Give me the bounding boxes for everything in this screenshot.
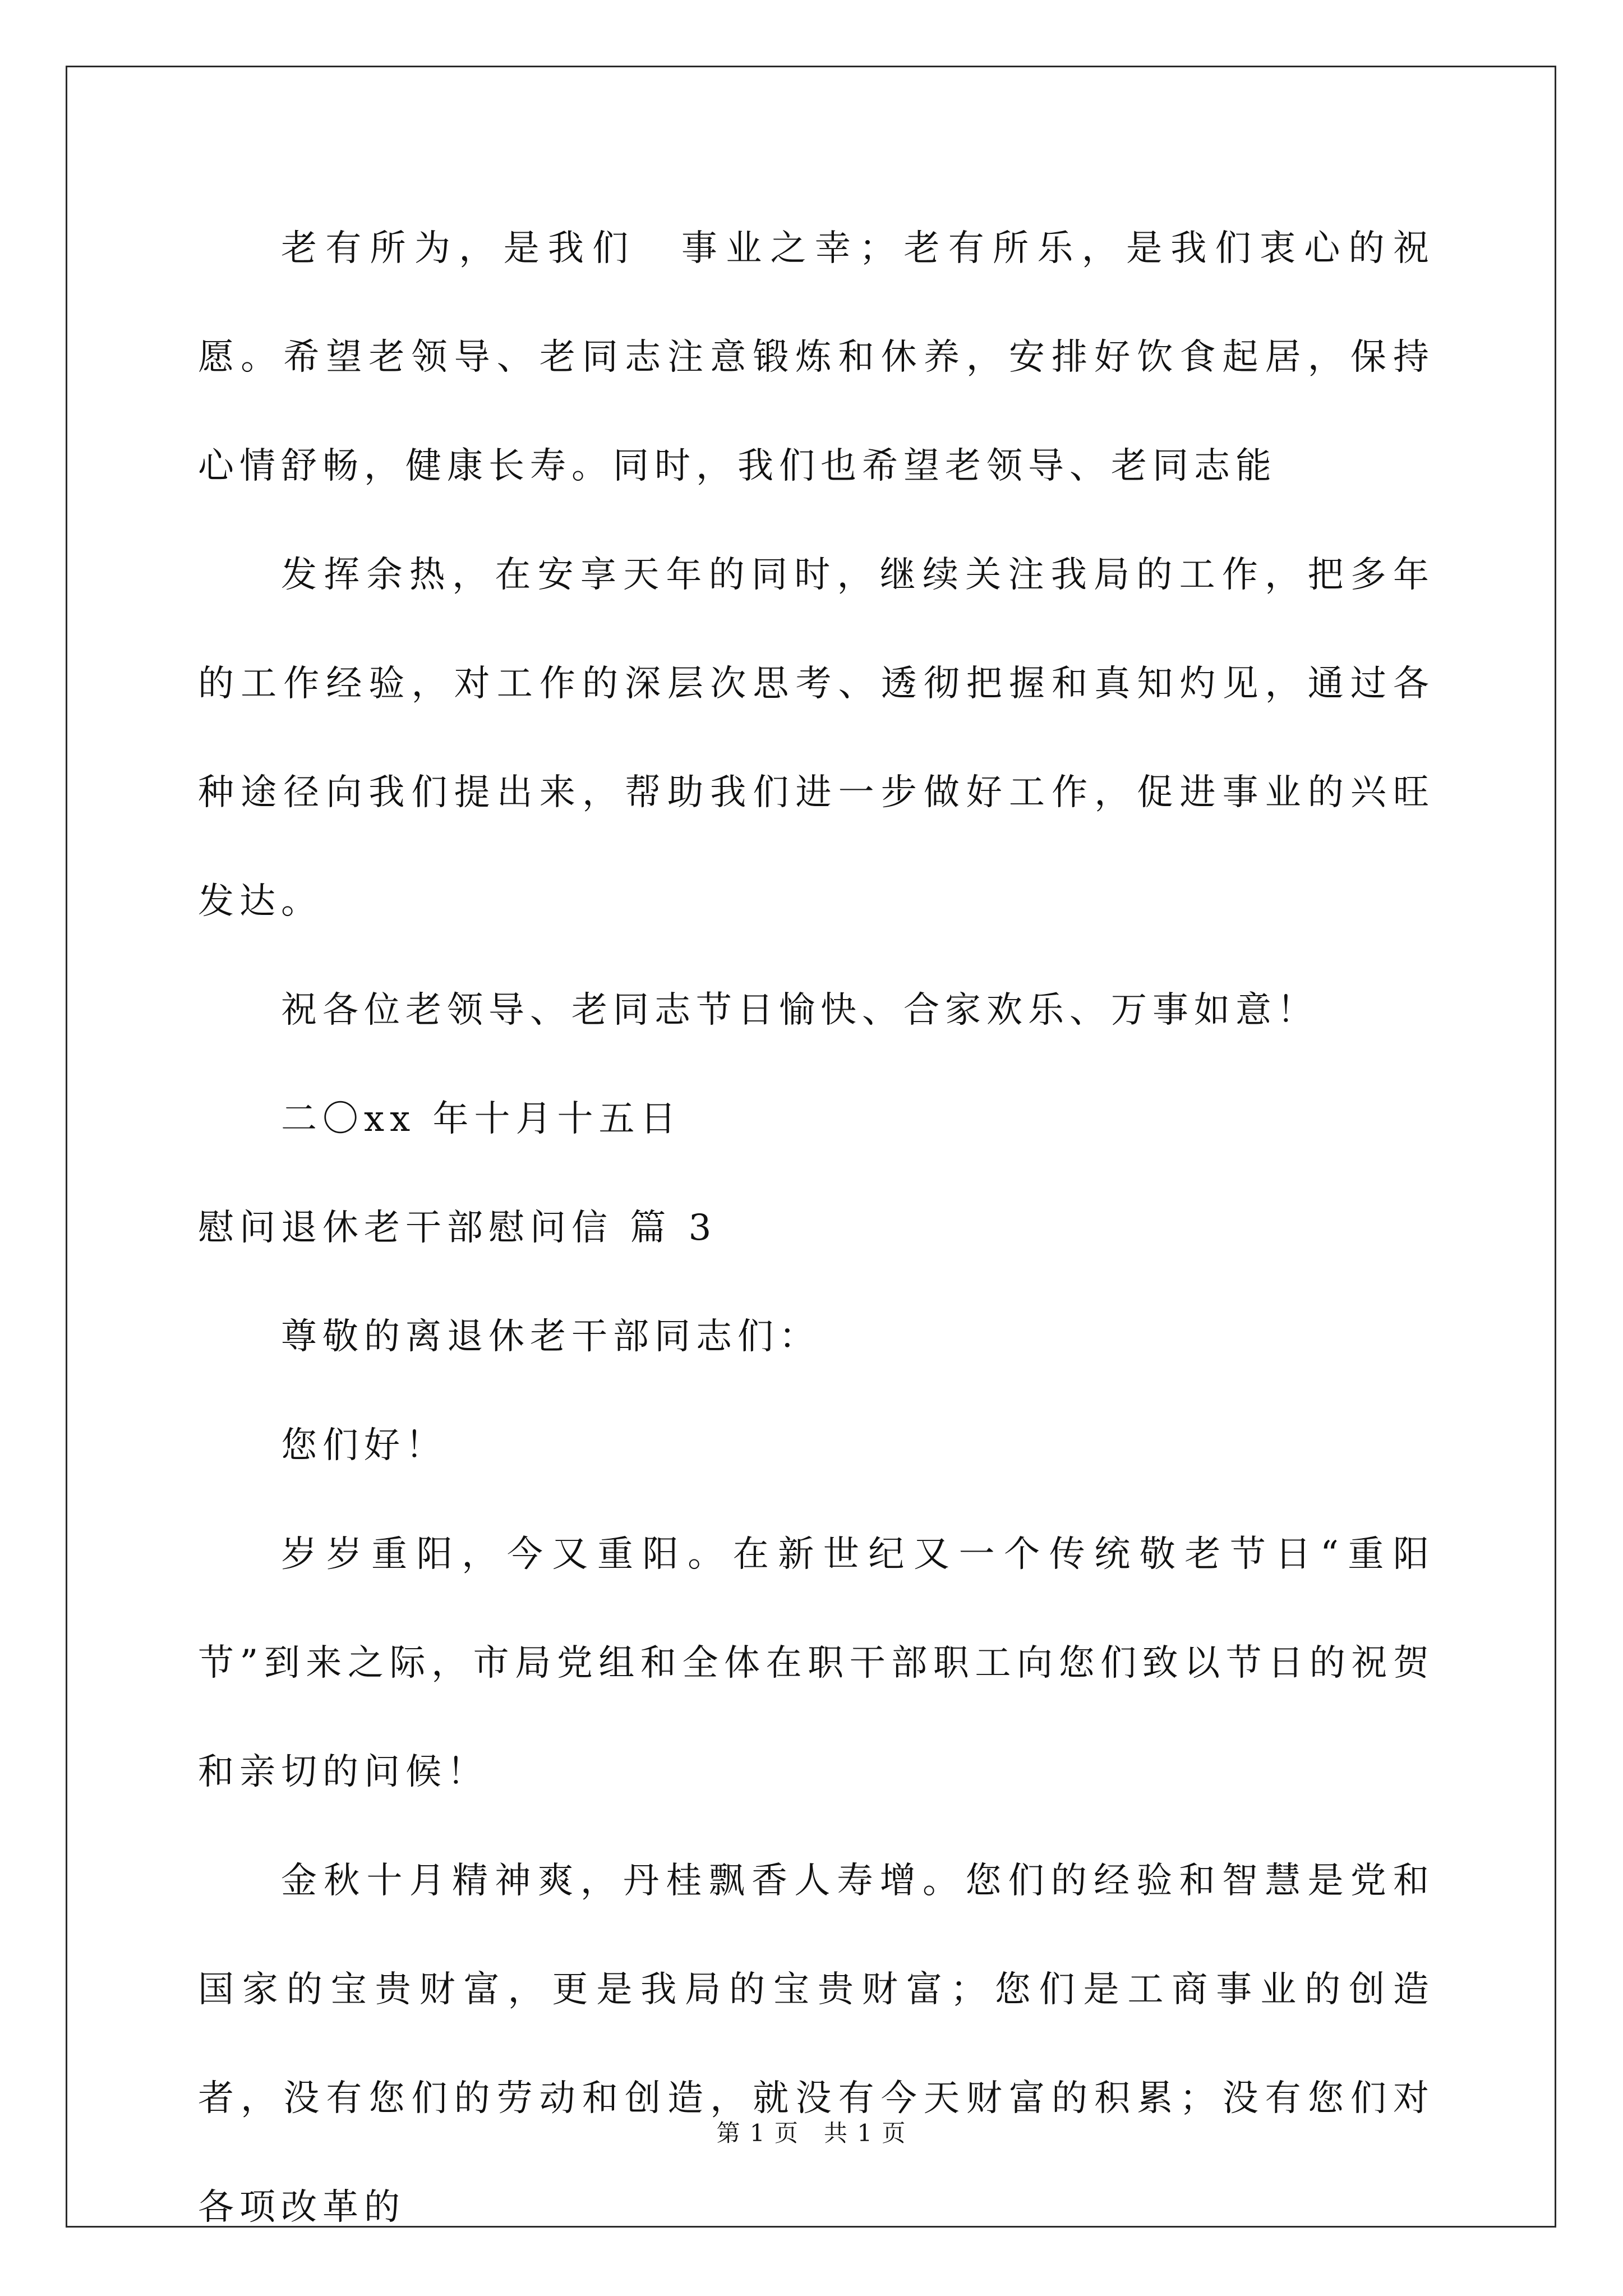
salutation: 尊敬的离退休老干部同志们： (281, 1316, 820, 1358)
document-body (198, 194, 1435, 2262)
greeting: 您们好！ (281, 1425, 447, 1466)
paragraph-9: 金秋十月精神爽，丹桂飘香人寿增。您们的经验和智慧是党和国家的宝贵财富，更是我局的宝贵财富；您们是工商事业的创造者，没有您们的劳动和创造，就没有今天财富的积累；没有您们对各项改革的 (198, 1860, 1435, 2228)
paragraph-3: 祝各位老领导、老同志节日愉快、合家欢乐、万事如意！ (281, 990, 1318, 1031)
paragraph-1: 老有所为，是我们 事业之幸；老有所乐，是我们衷心的祝愿。希望老领导、老同志注意锻炼和休养，安排好饮食起居，保持心情舒畅，健康长寿。同时，我们也希望老领导、老同志能 (198, 228, 1435, 487)
page-footer: 第 1 页 共 1 页 (716, 2119, 907, 2147)
section-title: 慰问退休老干部慰问信 篇 3 (198, 1207, 717, 1249)
paragraph-2: 发挥余热，在安享天年的同时，继续关注我局的工作，把多年的工作经验，对工作的深层次思考、透彻把握和真知灼见，通过各种途径向我们提出来，帮助我们进一步做好工作，促进事业的兴旺发达。 (198, 554, 1435, 922)
date-line: 二〇xx 年十月十五日 (281, 1098, 682, 1140)
paragraph-8: 岁岁重阳，今又重阳。在新世纪又一个传统敬老节日“重阳节”到来之际，市局党组和全体在职干部职工向您们致以节日的祝贺和亲切的问候！ (198, 1534, 1435, 1793)
